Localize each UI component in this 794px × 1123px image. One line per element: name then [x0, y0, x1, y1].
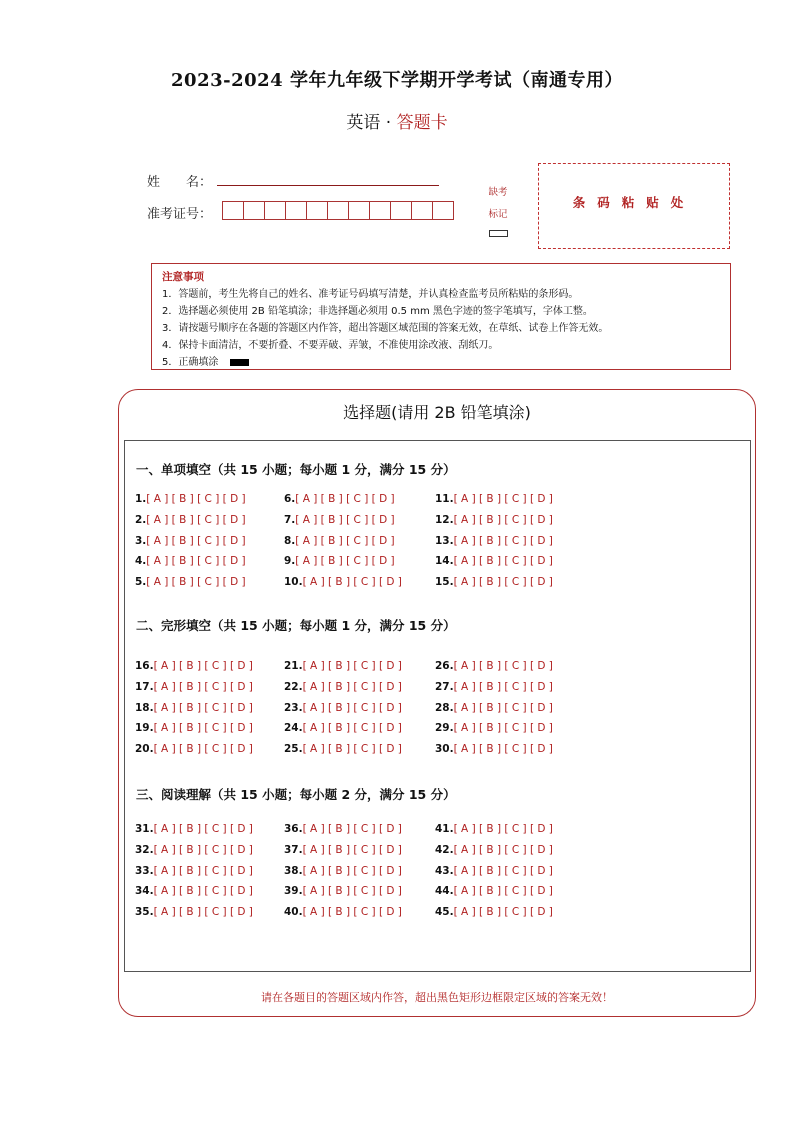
exam-id-digit-box[interactable] [243, 201, 265, 220]
filled-mark-example [230, 359, 249, 366]
question-1[interactable] [135, 493, 246, 506]
question-number: 25. [284, 743, 303, 756]
absent-mark-box[interactable] [489, 230, 508, 237]
question-19[interactable] [135, 722, 253, 735]
question-number: 3. [135, 534, 147, 547]
answer-options[interactable]: [ A ] [ B ] [ C ] [ D ] [453, 701, 553, 714]
absent-mark-label [485, 182, 511, 226]
question-number: 7. [284, 513, 296, 526]
question-number: 22. [284, 680, 303, 693]
question-27[interactable] [435, 681, 553, 694]
question-number: 14. [435, 555, 454, 568]
exam-id-label: 准考证号： [147, 207, 213, 222]
answer-options[interactable]: [ A ] [ B ] [ C ] [ D ] [153, 743, 253, 756]
answer-options[interactable]: [ A ] [ B ] [ C ] [ D ] [453, 843, 553, 856]
answer-options[interactable]: [ A ] [ B ] [ C ] [ D ] [153, 660, 253, 672]
question-number: 34. [135, 885, 154, 898]
answer-options[interactable]: [ A ] [ B ] [ C ] [ D ] [153, 823, 253, 835]
question-31[interactable] [135, 823, 253, 836]
exam-id-digit-box[interactable] [411, 201, 433, 220]
section-title-1: 一、单项填空（共 15 小题；每小题 1 分，满分 15 分） [136, 462, 456, 477]
question-number: 33. [135, 864, 154, 877]
answer-options[interactable]: [ A ] [ B ] [ C ] [ D ] [302, 864, 402, 877]
subject-name: 英语 [346, 113, 381, 133]
question-number: 17. [135, 680, 154, 693]
question-number: 21. [284, 660, 303, 672]
question-number: 9. [284, 555, 296, 568]
exam-id-digit-box[interactable] [306, 201, 328, 220]
question-39[interactable] [284, 885, 402, 898]
absent-mark-line1: 缺考 [488, 187, 508, 198]
answer-options[interactable]: [ A ] [ B ] [ C ] [ D ] [453, 493, 553, 505]
answer-options[interactable]: [ A ] [ B ] [ C ] [ D ] [453, 576, 553, 589]
answer-options[interactable]: [ A ] [ B ] [ C ] [ D ] [453, 680, 553, 693]
answer-options[interactable]: [ A ] [ B ] [ C ] [ D ] [146, 576, 246, 589]
question-number: 31. [135, 823, 154, 835]
question-number: 38. [284, 864, 303, 877]
question-number: 5. [135, 576, 147, 589]
answer-options[interactable]: [ A ] [ B ] [ C ] [ D ] [302, 660, 402, 672]
question-7[interactable] [284, 514, 395, 527]
question-number: 18. [135, 701, 154, 714]
question-24[interactable] [284, 722, 402, 735]
page-title: 2023-2024 学年九年级下学期开学考试（南通专用） [171, 70, 623, 91]
section-title-2: 二、完形填空（共 15 小题；每小题 1 分，满分 15 分） [136, 618, 456, 633]
exam-id-digit-box[interactable] [390, 201, 412, 220]
question-40[interactable] [284, 906, 402, 919]
card-label: 答题卡 [396, 113, 448, 133]
question-20[interactable] [135, 743, 253, 756]
answer-area-warning: 请在各题目的答题区域内作答，超出黑色矩形边框限定区域的答案无效！ [261, 991, 613, 1004]
answer-options[interactable]: [ A ] [ B ] [ C ] [ D ] [453, 823, 553, 835]
notice-title: 注意事项 [162, 271, 204, 283]
question-18[interactable] [135, 702, 253, 715]
question-number: 37. [284, 843, 303, 856]
answer-options[interactable]: [ A ] [ B ] [ C ] [ D ] [146, 513, 246, 526]
notice-box [151, 263, 731, 370]
question-2[interactable] [135, 514, 246, 527]
notice-item: 5．正确填涂 [162, 357, 219, 368]
exam-id-digit-box[interactable] [264, 201, 286, 220]
question-number: 20. [135, 743, 154, 756]
question-36[interactable] [284, 823, 402, 836]
question-number: 41. [435, 823, 454, 835]
question-number: 1. [135, 493, 147, 505]
question-34[interactable] [135, 885, 253, 898]
question-number: 12. [435, 513, 454, 526]
question-37[interactable] [284, 844, 402, 857]
question-number: 44. [435, 885, 454, 898]
question-16[interactable] [135, 660, 253, 673]
question-number: 11. [435, 493, 454, 505]
question-number: 2. [135, 513, 147, 526]
question-number: 42. [435, 843, 454, 856]
answer-options[interactable]: [ A ] [ B ] [ C ] [ D ] [153, 843, 253, 856]
question-25[interactable] [284, 743, 402, 756]
barcode-label: 条码粘贴处 [572, 195, 696, 210]
question-number: 13. [435, 534, 454, 547]
answer-options[interactable]: [ A ] [ B ] [ C ] [ D ] [453, 513, 553, 526]
question-number: 30. [435, 743, 454, 756]
question-10[interactable] [284, 576, 402, 589]
question-number: 40. [284, 906, 303, 919]
answer-options[interactable]: [ A ] [ B ] [ C ] [ D ] [302, 885, 402, 898]
section-title-3: 三、阅读理解（共 15 小题；每小题 2 分，满分 15 分） [136, 787, 456, 802]
question-42[interactable] [435, 844, 553, 857]
choice-section-title: 选择题(请用 2B 铅笔填涂) [343, 403, 531, 422]
exam-id-digit-box[interactable] [369, 201, 391, 220]
question-number: 29. [435, 722, 454, 735]
answer-options[interactable]: [ A ] [ B ] [ C ] [ D ] [302, 722, 402, 735]
question-number: 24. [284, 722, 303, 735]
question-number: 43. [435, 864, 454, 877]
question-number: 4. [135, 555, 147, 568]
question-number: 39. [284, 885, 303, 898]
answer-options[interactable]: [ A ] [ B ] [ C ] [ D ] [302, 906, 402, 919]
question-26[interactable] [435, 660, 553, 673]
question-17[interactable] [135, 681, 253, 694]
question-number: 10. [284, 576, 303, 589]
answer-options[interactable]: [ A ] [ B ] [ C ] [ D ] [453, 722, 553, 735]
answer-options[interactable]: [ A ] [ B ] [ C ] [ D ] [453, 864, 553, 877]
question-14[interactable] [435, 555, 553, 568]
question-number: 19. [135, 722, 154, 735]
name-field[interactable] [217, 185, 439, 186]
question-33[interactable] [135, 865, 253, 878]
question-30[interactable] [435, 743, 553, 756]
exam-id-digit-box[interactable] [222, 201, 244, 220]
exam-id-digit-box[interactable] [285, 201, 307, 220]
notice-item: 2．选择题必须使用 2B 铅笔填涂；非选择题必须用 0.5 mm 黑色字迹的签字笔填写，字体工整。 [162, 306, 593, 317]
question-21[interactable] [284, 660, 402, 673]
answer-options[interactable]: [ A ] [ B ] [ C ] [ D ] [302, 701, 402, 714]
answer-options[interactable]: [ A ] [ B ] [ C ] [ D ] [453, 743, 553, 756]
question-35[interactable] [135, 906, 253, 919]
question-45[interactable] [435, 906, 553, 919]
question-number: 32. [135, 843, 154, 856]
question-44[interactable] [435, 885, 553, 898]
answer-options[interactable]: [ A ] [ B ] [ C ] [ D ] [153, 906, 253, 919]
question-29[interactable] [435, 722, 553, 735]
question-13[interactable] [435, 535, 553, 548]
answer-options[interactable]: [ A ] [ B ] [ C ] [ D ] [153, 701, 253, 714]
answer-options[interactable]: [ A ] [ B ] [ C ] [ D ] [146, 493, 246, 505]
answer-options[interactable]: [ A ] [ B ] [ C ] [ D ] [295, 493, 395, 505]
question-number: 28. [435, 701, 454, 714]
question-12[interactable] [435, 514, 553, 527]
answer-options[interactable]: [ A ] [ B ] [ C ] [ D ] [302, 680, 402, 693]
question-number: 45. [435, 906, 454, 919]
exam-id-digit-box[interactable] [327, 201, 349, 220]
answer-options[interactable]: [ A ] [ B ] [ C ] [ D ] [453, 906, 553, 919]
notice-item: 4．保持卡面清洁，不要折叠、不要弄破、弄皱，不准使用涂改液、刮纸刀。 [162, 340, 499, 351]
question-43[interactable] [435, 865, 553, 878]
answer-options[interactable]: [ A ] [ B ] [ C ] [ D ] [453, 885, 553, 898]
question-number: 35. [135, 906, 154, 919]
notice-item: 1．答题前，考生先将自己的姓名、准考证号码填写清楚，并认真检查监考员所粘贴的条形码。 [162, 289, 579, 300]
answer-options[interactable]: [ A ] [ B ] [ C ] [ D ] [302, 843, 402, 856]
answer-options[interactable]: [ A ] [ B ] [ C ] [ D ] [153, 864, 253, 877]
answer-options[interactable]: [ A ] [ B ] [ C ] [ D ] [146, 534, 246, 547]
notice-item-fill-example [162, 354, 720, 371]
name-label: 姓 名： [147, 175, 213, 190]
answer-options[interactable]: [ A ] [ B ] [ C ] [ D ] [453, 555, 553, 568]
exam-id-digit-box[interactable] [348, 201, 370, 220]
question-number: 36. [284, 823, 303, 835]
question-number: 27. [435, 680, 454, 693]
question-3[interactable] [135, 535, 246, 548]
question-number: 16. [135, 660, 154, 672]
answer-options[interactable]: [ A ] [ B ] [ C ] [ D ] [153, 885, 253, 898]
question-28[interactable] [435, 702, 553, 715]
question-number: 26. [435, 660, 454, 672]
question-23[interactable] [284, 702, 402, 715]
answer-options[interactable]: [ A ] [ B ] [ C ] [ D ] [453, 534, 553, 547]
question-4[interactable] [135, 555, 246, 568]
notice-item: 3．请按题号顺序在各题的答题区内作答，超出答题区域范围的答案无效，在草纸、试卷上作答无效。 [162, 323, 609, 334]
separator-dot: · [385, 113, 392, 133]
answer-options[interactable]: [ A ] [ B ] [ C ] [ D ] [295, 513, 395, 526]
exam-id-boxes[interactable] [223, 201, 454, 220]
question-number: 8. [284, 534, 296, 547]
question-38[interactable] [284, 865, 402, 878]
exam-id-digit-box[interactable] [432, 201, 454, 220]
answer-options[interactable]: [ A ] [ B ] [ C ] [ D ] [153, 680, 253, 693]
barcode-area [538, 163, 730, 249]
question-15[interactable] [435, 576, 553, 589]
question-5[interactable] [135, 576, 246, 589]
answer-options[interactable]: [ A ] [ B ] [ C ] [ D ] [302, 576, 402, 589]
absent-mark-line2: 标记 [488, 209, 508, 220]
answer-options[interactable]: [ A ] [ B ] [ C ] [ D ] [302, 823, 402, 835]
question-6[interactable] [284, 493, 395, 506]
answer-options[interactable]: [ A ] [ B ] [ C ] [ D ] [153, 722, 253, 735]
question-22[interactable] [284, 681, 402, 694]
subject-heading [0, 108, 794, 133]
question-number: 6. [284, 493, 296, 505]
question-number: 15. [435, 576, 454, 589]
answer-options[interactable]: [ A ] [ B ] [ C ] [ D ] [295, 534, 395, 547]
answer-options[interactable]: [ A ] [ B ] [ C ] [ D ] [146, 555, 246, 568]
question-32[interactable] [135, 844, 253, 857]
answer-options[interactable]: [ A ] [ B ] [ C ] [ D ] [295, 555, 395, 568]
question-9[interactable] [284, 555, 395, 568]
question-41[interactable] [435, 823, 553, 836]
answer-options[interactable]: [ A ] [ B ] [ C ] [ D ] [453, 660, 553, 672]
answer-options[interactable]: [ A ] [ B ] [ C ] [ D ] [302, 743, 402, 756]
question-number: 23. [284, 701, 303, 714]
question-8[interactable] [284, 535, 395, 548]
question-11[interactable] [435, 493, 553, 506]
